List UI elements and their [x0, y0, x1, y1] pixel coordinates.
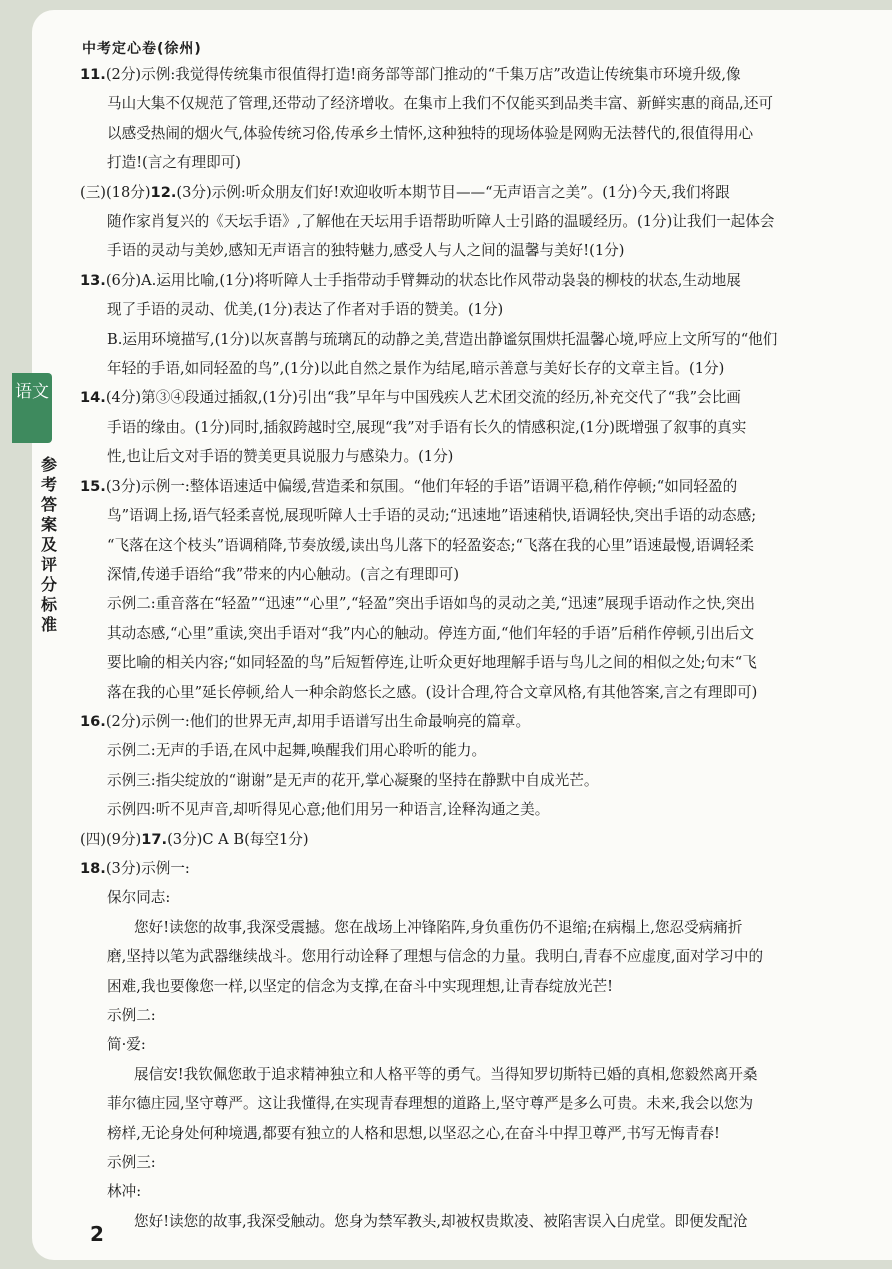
text-line: 现了手语的灵动、优美,(1分)表达了作者对手语的赞美。(1分) — [107, 301, 504, 319]
question-number: 12. — [150, 183, 177, 201]
text-line: 落在我的心里”延长停顿,给人一种余韵悠长之感。(设计合理,符合文章风格,有其他答案,言之有理即可) — [107, 683, 758, 701]
answer-page — [32, 10, 892, 1260]
text-line: 16.(2分)示例一:他们的世界无声,却用手语谱写出生命最响亮的篇章。 — [80, 712, 531, 730]
text-line: 示例三:指尖绽放的“谢谢”是无声的花开,掌心凝聚的坚持在静默中自成光芒。 — [107, 771, 599, 789]
question-number: 14. — [80, 389, 106, 407]
text-line: “飞落在这个枝头”语调稍降,节奏放缓,读出鸟儿落下的轻盈姿态;“飞落在我的心里”语速最慢,语调轻柔 — [107, 536, 755, 554]
question-number: 18. — [80, 859, 106, 877]
text-line: B.运用环境描写,(1分)以灰喜鹊与琉璃瓦的动静之美,营造出静谧氛围烘托温馨心境,呼应上文所写的“他们 — [107, 330, 778, 348]
text-line: 菲尔德庄园,坚守尊严。这让我懂得,在实现青春理想的道路上,坚守尊严是多么可贵。未来,我会以您为 — [107, 1095, 754, 1113]
text-line: 磨,坚持以笔为武器继续战斗。您用行动诠释了理想与信念的力量。我明白,青春不应虚度,面对学习中的 — [107, 948, 764, 966]
answer-content — [80, 60, 865, 1236]
question-number: 13. — [80, 271, 106, 289]
text-line: 其动态感,“心里”重读,突出手语对“我”内心的触动。停连方面,“他们年轻的手语”后稍作停顿,引出后文 — [107, 624, 755, 642]
text-line: 以感受热闹的烟火气,体验传统习俗,传承乡土情怀,这种独特的现场体验是网购无法替代的,很值得用心 — [107, 124, 754, 142]
section-side-label: 参考答案及评分标准 — [40, 455, 57, 634]
text-line: 示例二:重音落在“轻盈”“迅速”“心里”,“轻盈”突出手语如鸟的灵动之美,“迅速”展现手语动作之快,突出 — [107, 595, 756, 613]
text-line: 示例四:听不见声音,却听得见心意;他们用另一种语言,诠释沟通之美。 — [107, 801, 550, 819]
text-line: 马山大集不仅规范了管理,还带动了经济增收。在集市上我们不仅能买到品类丰富、新鲜实惠的商品,还可 — [107, 95, 774, 113]
text-line: 14.(4分)第③④段通过插叙,(1分)引出“我”早年与中国残疾人艺术团交流的经历,补充交代了“我”会比画 — [80, 389, 741, 407]
text-line: 手语的灵动与美妙,感知无声语言的独特魅力,感受人与人之间的温馨与美好!(1分) — [107, 242, 625, 260]
question-number: 11. — [80, 66, 106, 83]
text-line: 鸟”语调上扬,语气轻柔喜悦,展现听障人士手语的灵动;“迅速地”语速稍快,语调轻快,突出手语的动态感; — [107, 507, 757, 525]
text-line: (四)(9分)17.(3分)C A B(每空1分) — [80, 830, 309, 848]
text-line: 打造!(言之有理即可) — [107, 154, 242, 172]
text-line: 示例三: — [107, 1154, 156, 1172]
text-line: 深情,传递手语给“我”带来的内心触动。(言之有理即可) — [107, 565, 460, 583]
text-line: (三)(18分)12.(3分)示例:听众朋友们好!欢迎收听本期节目——“无声语言之美”。(1分)今天,我们将跟 — [80, 183, 730, 201]
text-line: 13.(6分)A.运用比喻,(1分)将听障人士手指带动手臂舞动的状态比作风带动袅袅的柳枝的状态,生动地展 — [80, 271, 741, 289]
question-number: 16. — [80, 712, 106, 730]
text-line: 简·爱: — [107, 1036, 146, 1054]
text-line: 展信安!我钦佩您敢于追求精神独立和人格平等的勇气。当得知罗切斯特已婚的真相,您毅然离开桑 — [134, 1065, 758, 1083]
text-line: 性,也让后文对手语的赞美更具说服力与感染力。(1分) — [107, 448, 454, 466]
text-line: 示例二: — [107, 1007, 156, 1024]
section-marker: (三)(18分) — [80, 183, 151, 201]
text-line: 15.(3分)示例一:整体语速适中偏缓,营造柔和氛围。“他们年轻的手语”语调平稳,稍作停顿;“如同轻盈的 — [80, 477, 738, 495]
text-line: 随作家肖复兴的《天坛手语》,了解他在天坛用手语帮助听障人士引路的温暖经历。(1分)让我们一起体会 — [107, 213, 775, 231]
text-line: 示例二:无声的手语,在风中起舞,唤醒我们用心聆听的能力。 — [107, 742, 487, 760]
running-title: 中考定心卷(徐州) — [82, 41, 202, 57]
text-line: 您好!读您的故事,我深受触动。您身为禁军教头,却被权贵欺凌、被陷害误入白虎堂。即便发配沧 — [134, 1212, 748, 1230]
text-line: 年轻的手语,如同轻盈的鸟”,(1分)以此自然之景作为结尾,暗示善意与美好长存的文章主旨。(1分) — [107, 360, 725, 378]
text-line: 困难,我也要像您一样,以坚定的信念为支撑,在奋斗中实现理想,让青春绽放光芒! — [107, 977, 614, 995]
text-line: 林冲: — [107, 1183, 142, 1201]
text-line: 保尔同志: — [107, 889, 171, 907]
question-number: 15. — [80, 477, 106, 495]
question-number: 17. — [141, 830, 168, 848]
text-line: 榜样,无论身处何种境遇,都要有独立的人格和思想,以坚忍之心,在奋斗中捍卫尊严,书写无悔青春! — [107, 1124, 720, 1142]
text-line: 18.(3分)示例一: — [80, 859, 190, 877]
text-line: 手语的缘由。(1分)同时,插叙跨越时空,展现“我”对手语有长久的情感积淀,(1分)既增强了叙事的真实 — [107, 418, 747, 436]
page-number: 2 — [90, 1222, 104, 1246]
section-marker: (四)(9分) — [80, 830, 142, 848]
text-line: 您好!读您的故事,我深受震撼。您在战场上冲锋陷阵,身负重伤仍不退缩;在病榻上,您忍受病痛折 — [134, 918, 743, 936]
text-line: 要比喻的相关内容;“如同轻盈的鸟”后短暂停连,让听众更好地理解手语与鸟儿之间的相似之处;句末“飞 — [107, 654, 757, 672]
text-line: 11.(2分)示例:我觉得传统集市很值得打造!商务部等部门推动的“千集万店”改造让传统集市环境升级,像 — [80, 66, 741, 83]
subject-tab: 语文 — [12, 373, 52, 443]
